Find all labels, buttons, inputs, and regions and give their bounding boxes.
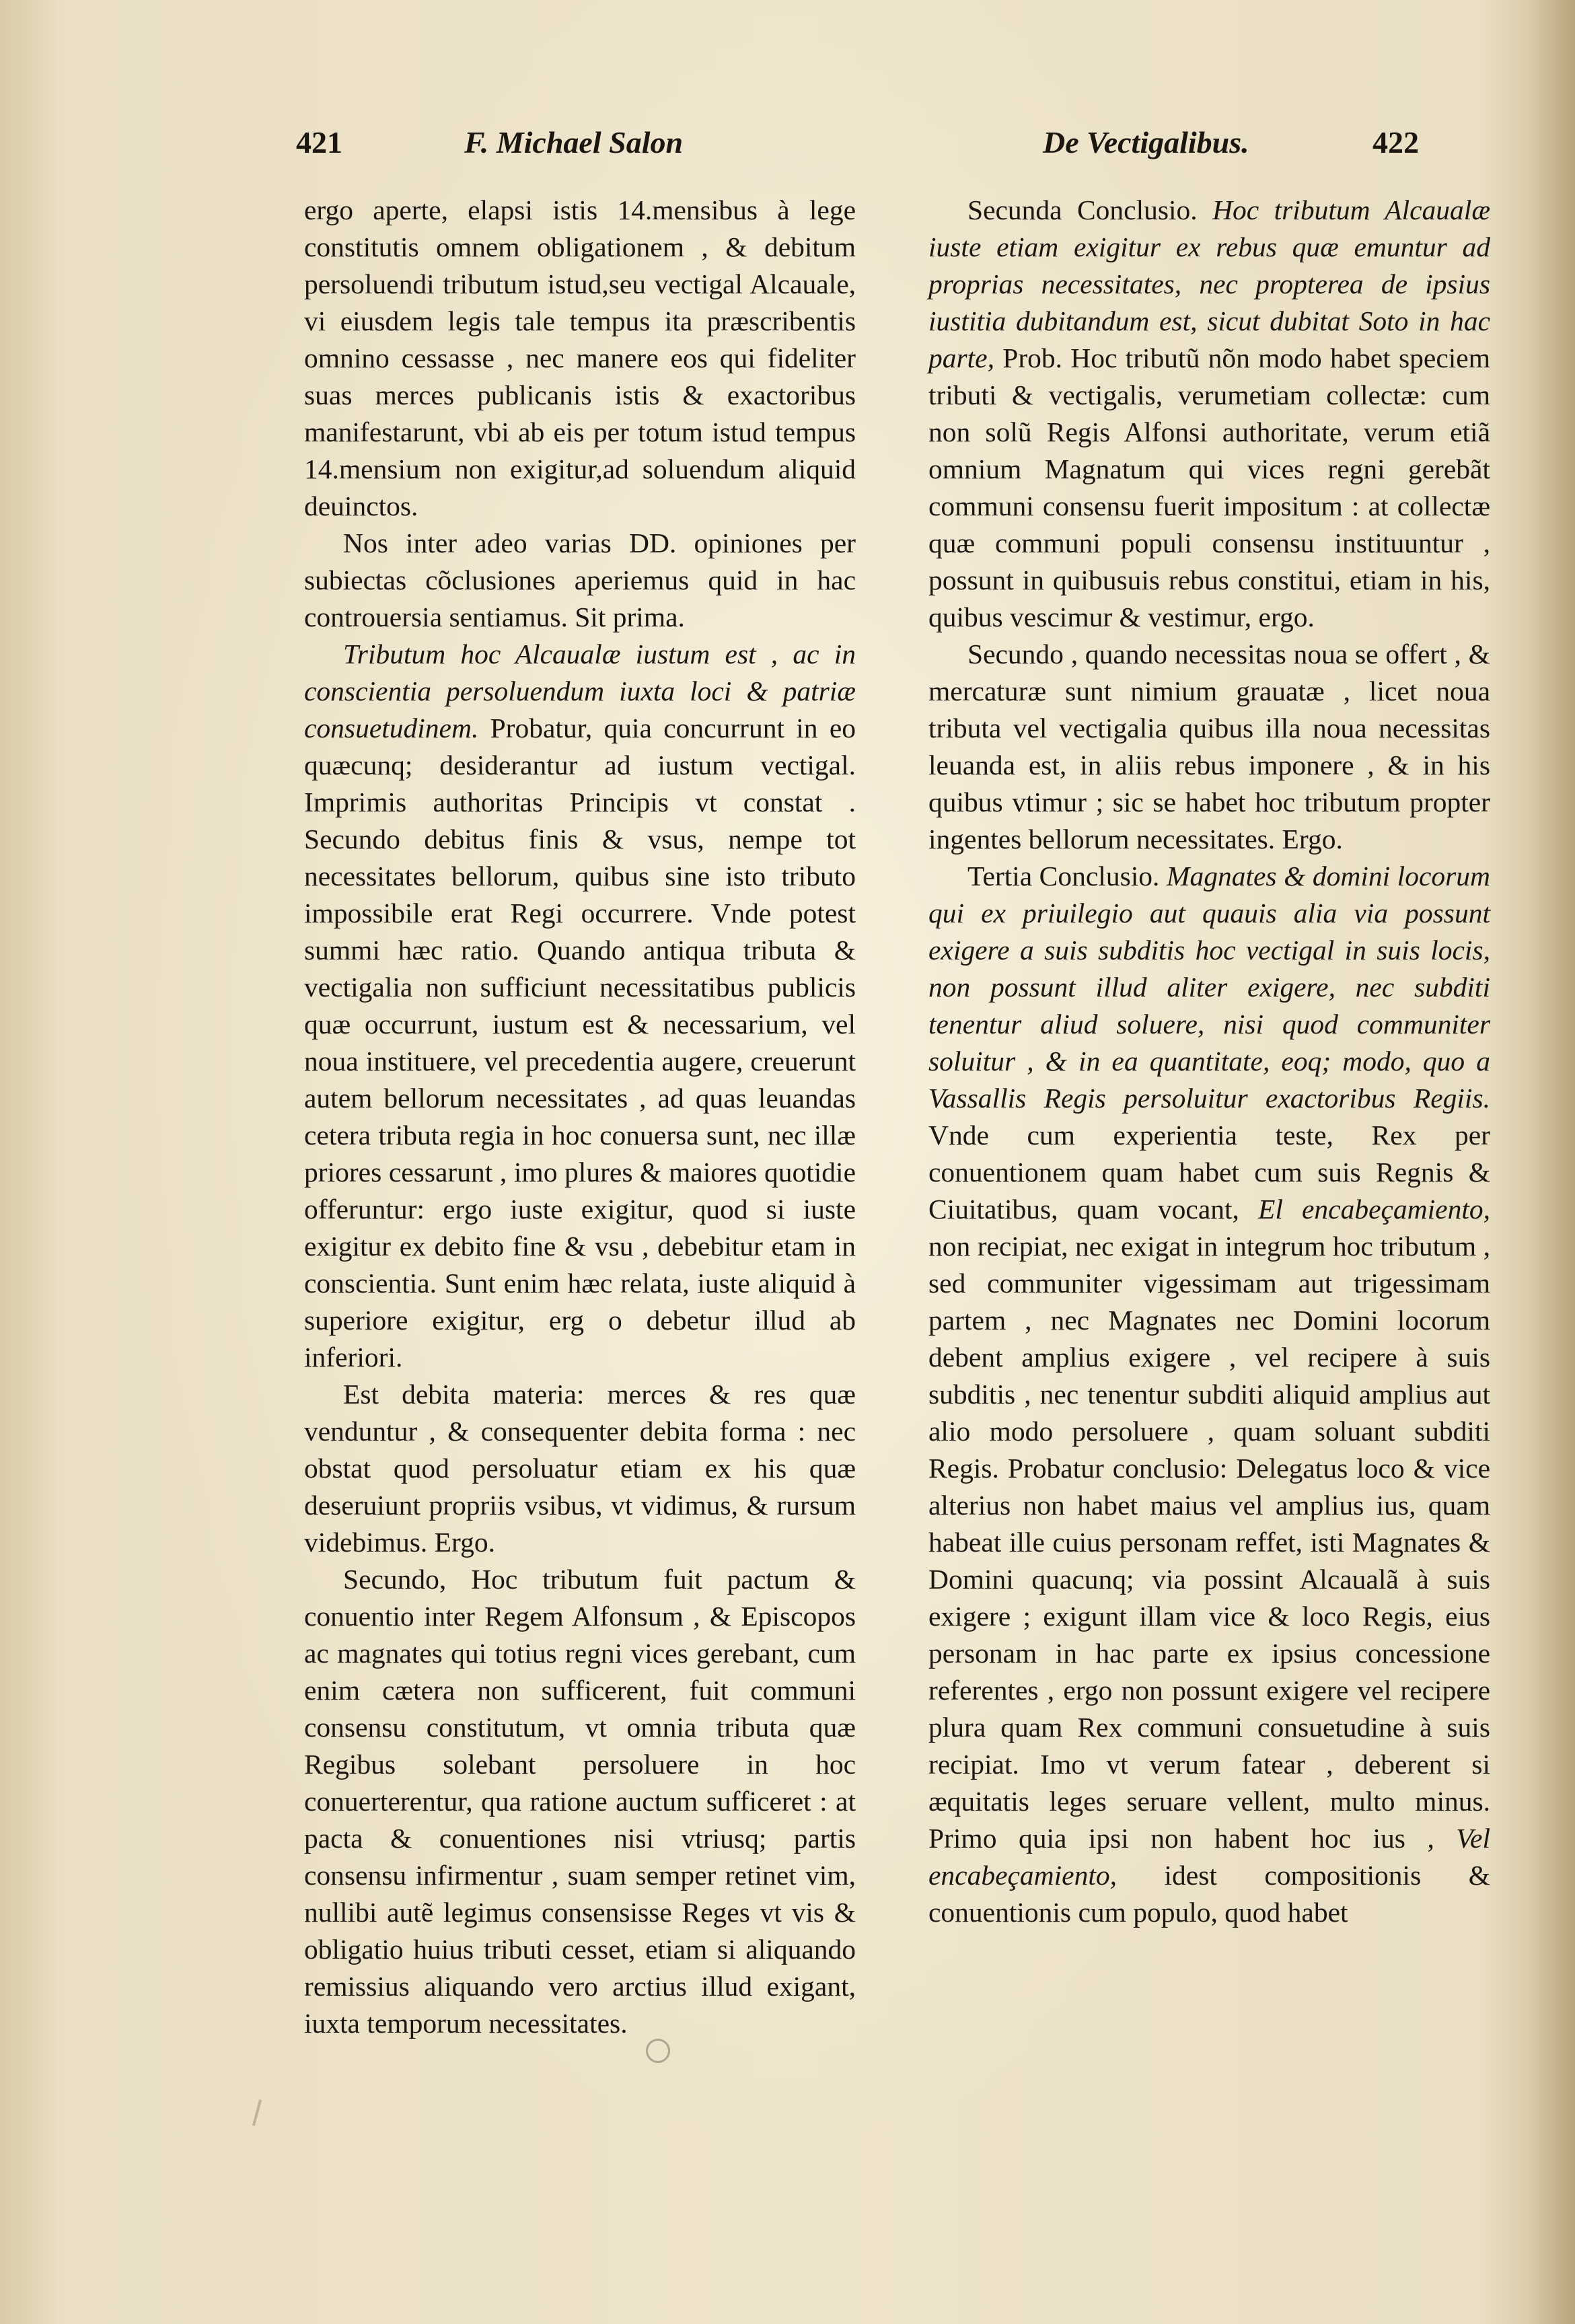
proof-text: Prob. Hoc tributũ nõn modo habet speciem tributi & vectigalis, verumetiam collectæ: cum non solũ Regis Alfonsi authoritate, verum etiã omnium Magnatum qui vices regni gerebãt communi consensu fuerit impositum : at collectæ quæ communi populi consensu instituuntur , possunt in quibusuis rebus constitui, etiam in his, quibus vescimur & vestimur, ergo. xyxy=(928,342,1490,632)
ink-blot xyxy=(646,2039,670,2063)
paragraph xyxy=(304,636,856,1376)
page-number-left: 421 xyxy=(296,125,342,159)
pen-mark xyxy=(252,2099,262,2126)
paragraph xyxy=(928,858,1490,1931)
paragraph: ergo aperte, elapsi istis 14.mensibus à lege constitutis omnem obligationem , & debitum persoluendi tributum istud,seu vectigal Alcauale, vi eiusdem legis tale tempus ita præscribentis omnino cessasse , nec manere eos qui fideliter suas merces publicanis istis & exactoribus manifestarunt, vbi ab eis per totum istud tempus 14.mensium non exigitur,ad soluendum aliquid deuinctos. xyxy=(304,194,856,521)
proof-text: Vnde cum experientia teste, Rex per conuentionem quam habet cum suis Regnis & Ciuitatibus, quam vocant, xyxy=(928,1120,1490,1225)
running-header xyxy=(296,124,1426,172)
paragraph: Secundo, Hoc tributum fuit pactum & conuentio inter Regem Alfonsum , & Episcopos ac magnates qui totius regni vices gerebant, cum enim cætera non sufficerent, fuit communi consensu constitutum, vt omnia tributa quæ Regibus solebant persoluere in hoc conuerterentur, qua ratione auctum sufficeret : at pacta & conuentiones nisi vtriusq; partis consensu infirmentur , suam semper retinet vim, nullibi autẽ legimus consensisse Reges vt vis & obligatio huius tributi cesset, etiam si aliquando remissius aliquando vero arctius illud exigant, iuxta temporum necessitates. xyxy=(304,1564,856,2039)
proof-text: Probatur, quia concurrunt in eo quæcunq; desiderantur ad iustum vectigal. Imprimis authoritas Principis vt constat . Secundo debitus finis & vsus, nempe tot necessitates bellorum, quibus sine isto tributo impossibile erat Regi occurrere. Vnde potest summi hæc ratio. Quando antiqua tributa & vectigalia non sufficiunt necessitatibus publicis quæ occurrunt, iustum est & necessarium, vel noua instituere, vel precedentia augere, creuerunt autem bellorum necessitates , ad quas leuandas cetera tributa regia in hoc conuersa sunt, nec illæ priores cessarunt , imo plures & maiores quotidie offeruntur: ergo iuste exigitur, quod si iuste exigitur ex debito fine & vsu , debebitur etam in conscientia. Sunt enim hæc relata, iuste aliquid à superiore exigitur, erg o debetur illud ab inferiori. xyxy=(304,713,856,1373)
paragraph: Secundo , quando necessitas noua se offert , & mercaturæ sunt nimium grauatæ , licet noua tributa vel vectigalia quibus illa noua necessitas leuanda est, in aliis rebus imponere , & in his quibus vtimur ; sic se habet hoc tributum propter ingentes bellorum necessitates. Ergo. xyxy=(928,639,1490,855)
spanish-term: El encabeçamiento, xyxy=(1239,1194,1490,1225)
paragraph xyxy=(928,192,1490,636)
conclusion-statement: Tributum hoc Alcaualæ iustum est , ac in conscientia persoluendum iuxta loci & patriæ consuetudinem. xyxy=(304,639,856,743)
page-number-right: 422 xyxy=(1372,125,1419,159)
running-head-author: F. Michael Salon xyxy=(464,125,684,159)
page-edge xyxy=(1528,0,1575,2324)
paragraph: Est debita materia: merces & res quæ venduntur , & consequenter debita forma : nec obstat quod persoluatur etiam ex his quæ deseruiunt propriis vsibus, vt vidimus, & rursum videbimus. Ergo. xyxy=(304,1379,856,1558)
right-column xyxy=(928,192,1490,1931)
paragraph: Nos inter adeo varias DD. opiniones per subiectas cõclusiones aperiemus quid in hac controuersia sentiamus. Sit prima. xyxy=(304,528,856,632)
conclusion-statement: Magnates & domini locorum qui ex priuilegio aut quauis alia via possunt exigere a suis subditis hoc vectigal in suis locis, non possunt illud aliter exigere, nec subditi tenentur aliud soluere, nisi quod communiter soluitur , & in ea quantitate, eoq; modo, quo a Vassallis Regis persoluitur exactoribus Regiis. xyxy=(928,861,1490,1114)
conclusion-heading: Secunda Conclusio. xyxy=(967,194,1198,225)
proof-text: idest compositionis & conuentionis cum populo, quod habet xyxy=(928,1860,1490,1928)
conclusion-statement: Hoc tributum Alcaualæ iuste etiam exigitur ex rebus quæ emuntur ad proprias necessitates, nec propterea de ipsius iustitia dubitandum est, sicut dubitat Soto in hac parte, xyxy=(928,194,1490,373)
conclusion-heading: Tertia Conclusio. xyxy=(967,861,1160,892)
proof-text: non recipiat, nec exigat in integrum hoc tributum , sed communiter vigessimam aut trigessimam partem , nec Magnates nec Domini locorum debent amplius exigere , vel recipere à suis subditis , nec tenentur subditi aliquid amplius aut alio modo persoluere , quam soluant subditi Regis. Probatur conclusio: Delegatus loco & vice alterius non habet maius vel amplius ius, quam habeat ille cuius personam reffet, isti Magnates & Domini quacunq; via possint Alcaualã à suis exigere ; exigunt illam vice & loco Regis, eius personam in hac parte ex ipsius concessione referentes , ergo non possunt exigere vel recipere plura quam Rex communi consuetudine à suis recipiat. Imo vt verum fatear , deberent si æquitatis leges seruare vellent, multo minus. Primo quia ipsi non habent hoc ius , xyxy=(928,1231,1490,1854)
left-column xyxy=(304,192,856,2042)
spanish-term: Vel encabeçamiento, xyxy=(928,1823,1491,1891)
running-head-subject: De Vectigalibus. xyxy=(1043,125,1249,159)
